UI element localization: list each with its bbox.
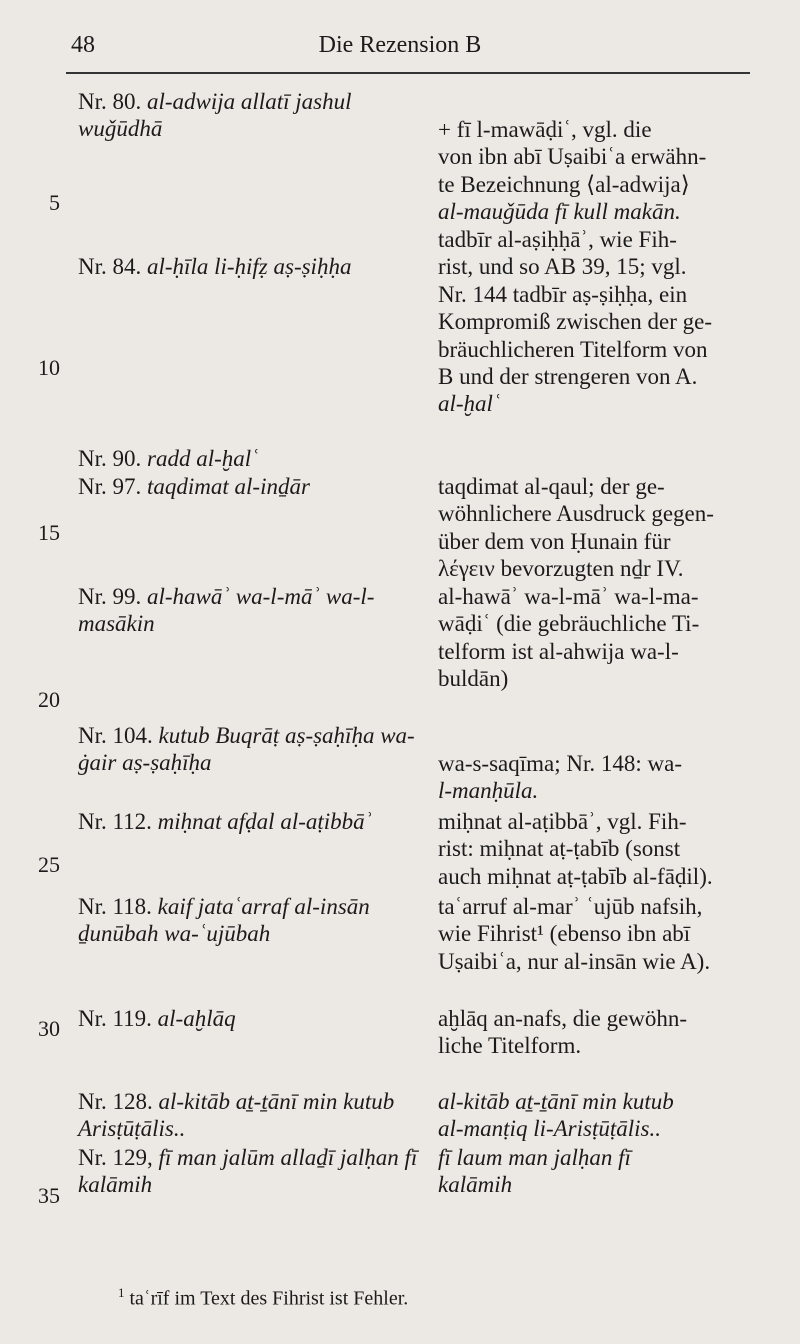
right-column — [438, 0, 770, 1260]
note-80: + fī l-mawāḍiʿ, vgl. die von ibn abī Uṣaibiʿa erwähn- te Bezeichnung ⟨al-adwija⟩ al-mauǧūda fī kull makān. — [438, 117, 707, 225]
page-number: 48 — [71, 32, 95, 58]
note-90: al-ḫalʿ — [438, 391, 501, 416]
note-97: taqdimat al-qaul; der ge- wöhnlichere Ausdruck gegen- über dem von Ḥunain für λέγειν bevorzugten nḏr IV. — [438, 474, 714, 582]
entry-nr-97: Nr. 97. taqdimat al-inḏār — [78, 474, 310, 499]
running-title: Die Rezension B — [318, 32, 482, 58]
entry-nr-112: Nr. 112. miḥnat afḍal al-aṭibbāʾ — [78, 809, 373, 834]
entry-nr-99: Nr. 99. al-hawāʾ wa-l-māʾ wa-l-masākin — [78, 584, 375, 637]
note-104: wa-s-saqīma; Nr. 148: wa- l-manḥūla. — [438, 751, 682, 804]
footnote — [118, 1285, 408, 1311]
entry-nr-129: Nr. 129, fī man jalūm allaḏī jalḥan fī kalāmih — [78, 1145, 418, 1198]
entry-nr-119: Nr. 119. al-aḫlāq — [78, 1006, 236, 1031]
left-column — [78, 0, 428, 1260]
note-119: aḫlāq an-nafs, die gewöhn- liche Titelform. — [438, 1006, 688, 1059]
entry-nr-84: Nr. 84. al-ḥīla li-ḥifẓ aṣ-ṣiḥḥa — [78, 254, 352, 279]
line-number: 20 — [38, 687, 60, 712]
line-number: 25 — [38, 852, 60, 877]
footnote-mark: 1 — [118, 1285, 125, 1300]
line-number: 5 — [49, 190, 60, 215]
line-number: 35 — [38, 1183, 60, 1208]
note-118: taʿarruf al-marʾ ʿujūb nafsih, wie Fihrist¹ (ebenso ibn abī Uṣaibiʿa, nur al-insān wie A). — [438, 894, 711, 974]
note-99: al-hawāʾ wa-l-māʾ wa-l-ma- wāḍiʿ (die gebräuchliche Ti- telform ist al-ahwija wa-l- buldān) — [438, 584, 700, 692]
note-129: fī laum man jalḥan fī kalāmih — [438, 1145, 631, 1198]
note-128: al-kitāb aṯ-ṯānī min kutub al-manṭiq li-Arisṭūṭālis.. — [438, 1089, 674, 1142]
entry-nr-80: Nr. 80. al-adwija allatī jashul wuǧūdhā — [78, 89, 352, 142]
entry-nr-128: Nr. 128. al-kitāb aṯ-ṯānī min kutub Arisṭūṭālis.. — [78, 1089, 395, 1142]
note-84: tadbīr al-aṣiḥḥāʾ, wie Fih- rist, und so AB 39, 15; vgl. Nr. 144 tadbīr aṣ-ṣiḥḥa, ein Kompromiß zwischen der ge- bräuchlicheren Titelform von B und der strengeren von A. — [438, 227, 713, 390]
line-number: 10 — [38, 355, 60, 380]
entry-nr-118: Nr. 118. kaif jataʿarraf al-insān ḏunūbah wa-ʿujūbah — [78, 894, 370, 947]
entry-nr-90: Nr. 90. radd al-ḫalʿ — [78, 446, 259, 471]
footnote-text: taʿrīf im Text des Fihrist ist Fehler. — [129, 1287, 409, 1310]
line-number: 15 — [38, 520, 60, 545]
note-112: miḥnat al-aṭibbāʾ, vgl. Fih- rist: miḥnat aṭ-ṭabīb (sonst auch miḥnat aṭ-ṭabīb al-fāḍil). — [438, 809, 713, 889]
entry-nr-104: Nr. 104. kutub Buqrāṭ aṣ-ṣaḥīḥa wa-ġair aṣ-ṣaḥīḥa — [78, 723, 415, 776]
line-number: 30 — [38, 1016, 60, 1041]
